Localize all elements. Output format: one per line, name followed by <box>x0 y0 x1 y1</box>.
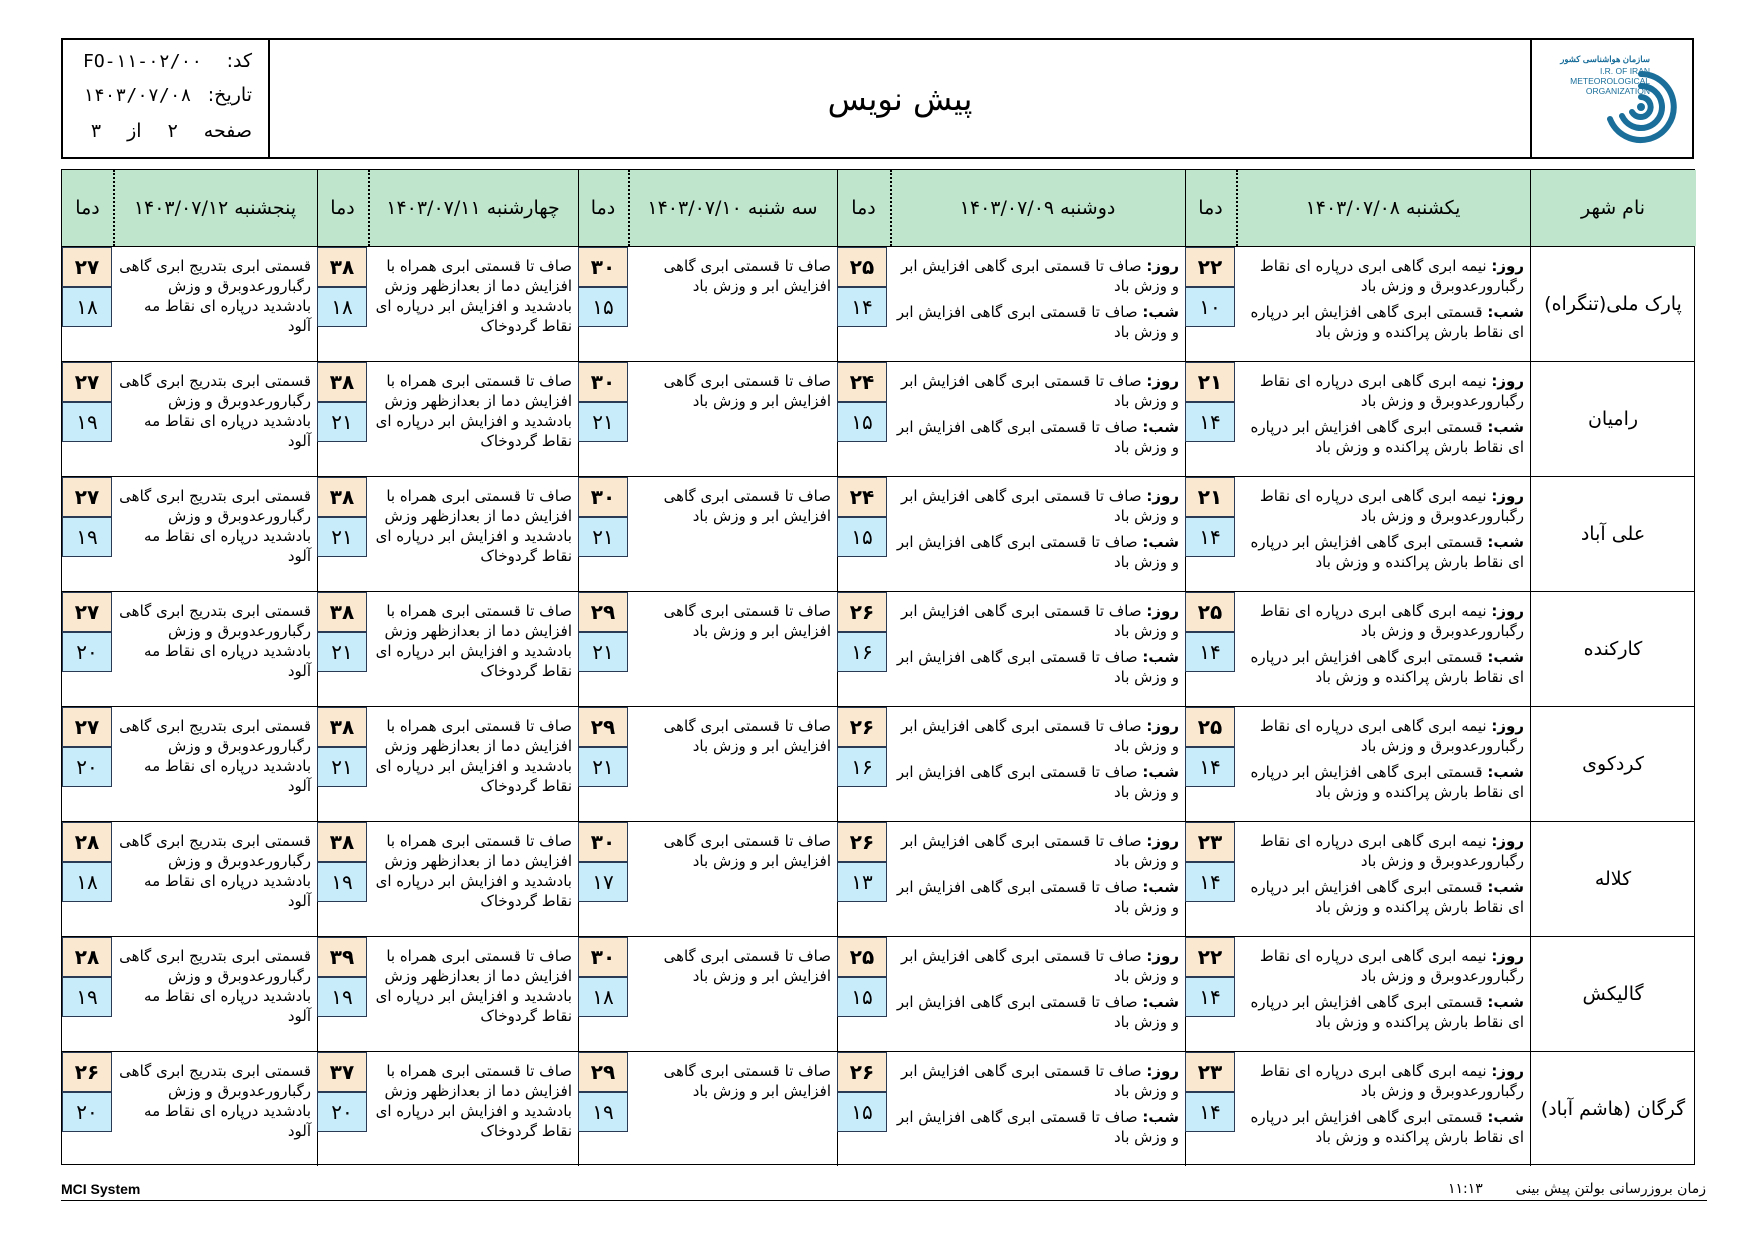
min-temp: ۱۴ <box>1185 1092 1235 1132</box>
header-temp-3: دما <box>578 170 628 246</box>
max-temp: ۲۷ <box>62 477 112 517</box>
night-forecast <box>1242 762 1524 802</box>
night-text: قسمتی ابری گاهی افزایش ابر درپاره ای نقاط بارش پراکنده و وزش باد <box>1250 418 1524 456</box>
forecast-cell <box>896 371 1179 457</box>
night-forecast <box>1242 647 1524 687</box>
day-text: نیمه ابری گاهی ابری درپاره ای نقاط رگبارورعدوبرق و وزش باد <box>1259 832 1524 870</box>
header-temp-5: دما <box>62 170 113 246</box>
forecast-cell <box>896 946 1179 1032</box>
forecast-cell <box>374 371 572 451</box>
forecast-cell <box>896 486 1179 572</box>
min-temp: ۱۶ <box>837 747 887 787</box>
day-forecast <box>896 831 1179 871</box>
night-forecast <box>896 992 1179 1032</box>
max-temp: ۲۳ <box>1185 1052 1235 1092</box>
night-label: شب: <box>1487 993 1524 1011</box>
forecast-table <box>61 169 1695 1165</box>
forecast-text: قسمتی ابری بتدریج ابری گاهی رگبارورعدوبرق و وزش بادشدید درپاره ای نقاط مه آلود <box>119 947 311 1025</box>
header-divider <box>1236 170 1238 246</box>
date-row <box>83 84 252 106</box>
header-temp-4: دما <box>317 170 368 246</box>
document-meta <box>63 40 270 157</box>
min-temp: ۱۶ <box>837 632 887 672</box>
header-divider <box>890 170 892 246</box>
night-label: شب: <box>1142 533 1179 551</box>
night-text: قسمتی ابری گاهی افزایش ابر درپاره ای نقاط بارش پراکنده و وزش باد <box>1250 533 1524 571</box>
header-temp-1: دما <box>1185 170 1236 246</box>
min-temp: ۱۵ <box>578 287 628 327</box>
max-temp: ۲۴ <box>837 477 887 517</box>
night-forecast <box>896 1107 1179 1147</box>
max-temp: ۳۹ <box>317 937 367 977</box>
min-temp: ۱۵ <box>837 1092 887 1132</box>
min-temp: ۱۹ <box>317 862 367 902</box>
night-label: شب: <box>1142 878 1179 896</box>
forecast-cell <box>119 371 311 451</box>
forecast-cell <box>374 1061 572 1141</box>
forecast-text: صاف تا قسمتی ابری گاهی افزایش ابر و وزش باد <box>663 717 831 755</box>
min-temp: ۱۵ <box>837 402 887 442</box>
day-text: صاف تا قسمتی ابری گاهی افزایش ابر و وزش باد <box>900 717 1179 755</box>
forecast-cell <box>119 256 311 336</box>
day-label: روز: <box>1491 1062 1524 1080</box>
day-text: صاف تا قسمتی ابری گاهی افزایش ابر و وزش باد <box>900 372 1179 410</box>
min-temp: ۱۴ <box>837 287 887 327</box>
night-text: صاف تا قسمتی ابری گاهی افزایش ابر و وزش باد <box>896 993 1179 1031</box>
city-name: پارک ملی(تنگراه) <box>1544 292 1682 315</box>
min-temp: ۱۹ <box>62 977 112 1017</box>
night-text: صاف تا قسمتی ابری گاهی افزایش ابر و وزش باد <box>896 533 1179 571</box>
min-temp: ۱۴ <box>1185 862 1235 902</box>
max-temp: ۳۸ <box>317 362 367 402</box>
header-divider <box>113 170 115 246</box>
header-day-1: یکشنبه ۱۴۰۳/۰۷/۰۸ <box>1236 170 1530 246</box>
max-temp: ۳۸ <box>317 477 367 517</box>
day-text: نیمه ابری گاهی ابری درپاره ای نقاط رگبارورعدوبرق و وزش باد <box>1259 602 1524 640</box>
max-temp: ۳۸ <box>317 592 367 632</box>
night-label: شب: <box>1142 648 1179 666</box>
night-text: قسمتی ابری گاهی افزایش ابر درپاره ای نقاط بارش پراکنده و وزش باد <box>1250 878 1524 916</box>
forecast-cell <box>119 486 311 566</box>
forecast-text: قسمتی ابری بتدریج ابری گاهی رگبارورعدوبرق و وزش بادشدید درپاره ای نقاط مه آلود <box>119 1062 311 1140</box>
forecast-cell <box>634 486 831 526</box>
night-text: صاف تا قسمتی ابری گاهی افزایش ابر و وزش باد <box>896 648 1179 686</box>
day-text: صاف تا قسمتی ابری گاهی افزایش ابر و وزش باد <box>900 602 1179 640</box>
night-forecast <box>1242 302 1524 342</box>
forecast-cell <box>896 601 1179 687</box>
day-text: صاف تا قسمتی ابری گاهی افزایش ابر و وزش باد <box>900 1062 1179 1100</box>
day-label: روز: <box>1146 717 1179 735</box>
forecast-text: صاف تا قسمتی ابری گاهی افزایش ابر و وزش باد <box>663 947 831 985</box>
max-temp: ۲۷ <box>62 707 112 747</box>
page-label: صفحه <box>203 120 252 142</box>
forecast-cell <box>634 371 831 411</box>
night-text: قسمتی ابری گاهی افزایش ابر درپاره ای نقاط بارش پراکنده و وزش باد <box>1250 993 1524 1031</box>
forecast-text: صاف تا قسمتی ابری همراه با افزایش دما از بعدازظهر وزش بادشدید و افزایش ابر درپاره ای نقاط گردوخاک <box>375 832 572 910</box>
day-text: نیمه ابری گاهی ابری درپاره ای نقاط رگبارورعدوبرق و وزش باد <box>1259 372 1524 410</box>
min-temp: ۱۹ <box>62 402 112 442</box>
day-text: صاف تا قسمتی ابری گاهی افزایش ابر و وزش باد <box>900 832 1179 870</box>
day-label: روز: <box>1146 947 1179 965</box>
logo-line2: METEOROLOGICAL <box>1570 76 1650 86</box>
day-forecast <box>896 716 1179 756</box>
max-temp: ۲۱ <box>1185 477 1235 517</box>
city-name: کردکوی <box>1582 752 1644 775</box>
night-label: شب: <box>1142 993 1179 1011</box>
forecast-text: صاف تا قسمتی ابری گاهی افزایش ابر و وزش باد <box>663 602 831 640</box>
night-label: شب: <box>1142 303 1179 321</box>
min-temp: ۱۸ <box>62 287 112 327</box>
night-label: شب: <box>1142 1108 1179 1126</box>
day-forecast <box>1242 716 1524 756</box>
max-temp: ۲۷ <box>62 247 112 287</box>
night-label: شب: <box>1142 763 1179 781</box>
day-text: صاف تا قسمتی ابری گاهی افزایش ابر و وزش باد <box>900 487 1179 525</box>
bulletin-header <box>61 38 1694 159</box>
max-temp: ۳۸ <box>317 247 367 287</box>
code-row <box>83 50 252 72</box>
update-label: زمان بروزرسانی بولتن پیش بینی <box>1515 1181 1706 1197</box>
min-temp: ۱۰ <box>1185 287 1235 327</box>
max-temp: ۲۸ <box>62 822 112 862</box>
min-temp: ۱۹ <box>578 1092 628 1132</box>
night-label: شب: <box>1487 303 1524 321</box>
city-name: گرگان (هاشم آباد) <box>1540 1097 1686 1120</box>
header-day-3: سه شنبه ۱۴۰۳/۰۷/۱۰ <box>628 170 837 246</box>
forecast-text: صاف تا قسمتی ابری گاهی افزایش ابر و وزش باد <box>663 372 831 410</box>
min-temp: ۱۴ <box>1185 977 1235 1017</box>
night-text: صاف تا قسمتی ابری گاهی افزایش ابر و وزش باد <box>896 1108 1179 1146</box>
system-name: MCI System <box>61 1181 141 1197</box>
forecast-text: صاف تا قسمتی ابری همراه با افزایش دما از بعدازظهر وزش بادشدید و افزایش ابر درپاره ای نقاط گردوخاک <box>375 602 572 680</box>
day-forecast <box>1242 601 1524 641</box>
max-temp: ۲۹ <box>578 1052 628 1092</box>
day-text: صاف تا قسمتی ابری گاهی افزایش ابر و وزش باد <box>900 947 1179 985</box>
forecast-cell <box>1242 371 1524 457</box>
forecast-cell <box>374 831 572 911</box>
forecast-cell <box>634 946 831 986</box>
max-temp: ۳۰ <box>578 937 628 977</box>
forecast-text: صاف تا قسمتی ابری همراه با افزایش دما از بعدازظهر وزش بادشدید و افزایش ابر درپاره ای نقاط گردوخاک <box>375 372 572 450</box>
forecast-cell <box>1242 1061 1524 1147</box>
forecast-cell <box>1242 256 1524 342</box>
night-forecast <box>896 647 1179 687</box>
max-temp: ۲۷ <box>62 362 112 402</box>
page-total: ۳ <box>90 120 102 142</box>
min-temp: ۲۱ <box>317 632 367 672</box>
max-temp: ۲۴ <box>837 362 887 402</box>
date-value: ۱۴۰۳/۰۷/۰۸ <box>83 84 192 106</box>
max-temp: ۲۶ <box>837 592 887 632</box>
day-label: روز: <box>1491 602 1524 620</box>
max-temp: ۳۰ <box>578 477 628 517</box>
night-forecast <box>1242 877 1524 917</box>
day-label: روز: <box>1146 1062 1179 1080</box>
forecast-text: صاف تا قسمتی ابری گاهی افزایش ابر و وزش باد <box>663 1062 831 1100</box>
forecast-cell <box>374 716 572 796</box>
forecast-text: صاف تا قسمتی ابری همراه با افزایش دما از بعدازظهر وزش بادشدید و افزایش ابر درپاره ای نقاط گردوخاک <box>375 1062 572 1140</box>
max-temp: ۲۶ <box>837 1052 887 1092</box>
day-label: روز: <box>1146 372 1179 390</box>
day-label: روز: <box>1146 602 1179 620</box>
day-label: روز: <box>1491 372 1524 390</box>
forecast-cell <box>634 1061 831 1101</box>
night-text: صاف تا قسمتی ابری گاهی افزایش ابر و وزش باد <box>896 303 1179 341</box>
night-forecast <box>1242 1107 1524 1147</box>
night-text: قسمتی ابری گاهی افزایش ابر درپاره ای نقاط بارش پراکنده و وزش باد <box>1250 1108 1524 1146</box>
max-temp: ۳۷ <box>317 1052 367 1092</box>
night-label: شب: <box>1487 878 1524 896</box>
forecast-cell <box>119 601 311 681</box>
min-temp: ۲۰ <box>317 1092 367 1132</box>
night-text: قسمتی ابری گاهی افزایش ابر درپاره ای نقاط بارش پراکنده و وزش باد <box>1250 303 1524 341</box>
night-label: شب: <box>1142 418 1179 436</box>
page-row <box>83 120 252 142</box>
night-text: قسمتی ابری گاهی افزایش ابر درپاره ای نقاط بارش پراکنده و وزش باد <box>1250 648 1524 686</box>
night-forecast <box>896 877 1179 917</box>
forecast-text: صاف تا قسمتی ابری گاهی افزایش ابر و وزش باد <box>663 257 831 295</box>
min-temp: ۱۸ <box>578 977 628 1017</box>
max-temp: ۲۱ <box>1185 362 1235 402</box>
forecast-cell <box>896 716 1179 802</box>
forecast-text: صاف تا قسمتی ابری همراه با افزایش دما از بعدازظهر وزش بادشدید و افزایش ابر درپاره ای نقاط گردوخاک <box>375 487 572 565</box>
day-forecast <box>1242 946 1524 986</box>
min-temp: ۱۷ <box>578 862 628 902</box>
night-forecast <box>896 762 1179 802</box>
forecast-cell <box>374 601 572 681</box>
city-name: علی آباد <box>1580 522 1646 545</box>
forecast-text: قسمتی ابری بتدریج ابری گاهی رگبارورعدوبرق و وزش بادشدید درپاره ای نقاط مه آلود <box>119 372 311 450</box>
day-forecast <box>1242 371 1524 411</box>
forecast-cell <box>119 716 311 796</box>
min-temp: ۱۴ <box>1185 517 1235 557</box>
min-temp: ۲۱ <box>578 517 628 557</box>
forecast-cell <box>374 486 572 566</box>
night-forecast <box>896 302 1179 342</box>
min-temp: ۲۰ <box>62 632 112 672</box>
page-title: پیش نویس <box>827 79 973 118</box>
min-temp: ۱۴ <box>1185 747 1235 787</box>
min-temp: ۱۸ <box>317 287 367 327</box>
day-label: روز: <box>1491 717 1524 735</box>
logo-line1: I.R. OF IRAN <box>1599 66 1650 76</box>
forecast-text: قسمتی ابری بتدریج ابری گاهی رگبارورعدوبرق و وزش بادشدید درپاره ای نقاط مه آلود <box>119 832 311 910</box>
max-temp: ۲۵ <box>837 247 887 287</box>
min-temp: ۱۹ <box>62 517 112 557</box>
night-forecast <box>1242 992 1524 1032</box>
night-label: شب: <box>1487 648 1524 666</box>
city-name: کارکنده <box>1583 637 1643 660</box>
forecast-cell <box>634 256 831 296</box>
header-day-4: چهارشنبه ۱۴۰۳/۰۷/۱۱ <box>368 170 578 246</box>
max-temp: ۲۶ <box>837 707 887 747</box>
day-text: نیمه ابری گاهی ابری درپاره ای نقاط رگبارورعدوبرق و وزش باد <box>1259 257 1524 295</box>
day-forecast <box>1242 256 1524 296</box>
max-temp: ۲۸ <box>62 937 112 977</box>
day-label: روز: <box>1146 257 1179 275</box>
logo-line3: ORGANIZATION <box>1585 86 1650 96</box>
night-forecast <box>1242 417 1524 457</box>
night-forecast <box>1242 532 1524 572</box>
night-label: شب: <box>1487 763 1524 781</box>
night-text: صاف تا قسمتی ابری گاهی افزایش ابر و وزش باد <box>896 418 1179 456</box>
forecast-cell <box>1242 831 1524 917</box>
day-forecast <box>1242 831 1524 871</box>
max-temp: ۳۰ <box>578 362 628 402</box>
code-value: FO-۱۱-۰۲/۰۰ <box>83 50 203 72</box>
max-temp: ۳۰ <box>578 247 628 287</box>
max-temp: ۲۳ <box>1185 822 1235 862</box>
update-time-value: ۱۱:۱۳ <box>1447 1181 1483 1197</box>
night-label: شب: <box>1487 533 1524 551</box>
forecast-cell <box>1242 716 1524 802</box>
min-temp: ۱۴ <box>1185 632 1235 672</box>
day-label: روز: <box>1146 487 1179 505</box>
forecast-cell <box>896 831 1179 917</box>
date-label: تاریخ: <box>207 84 252 106</box>
day-label: روز: <box>1491 947 1524 965</box>
forecast-text: قسمتی ابری بتدریج ابری گاهی رگبارورعدوبرق و وزش بادشدید درپاره ای نقاط مه آلود <box>119 487 311 565</box>
max-temp: ۳۸ <box>317 822 367 862</box>
night-text: قسمتی ابری گاهی افزایش ابر درپاره ای نقاط بارش پراکنده و وزش باد <box>1250 763 1524 801</box>
forecast-cell <box>119 1061 311 1141</box>
max-temp: ۲۷ <box>62 592 112 632</box>
day-forecast <box>896 371 1179 411</box>
max-temp: ۲۵ <box>1185 707 1235 747</box>
header-day-2: دوشنبه ۱۴۰۳/۰۷/۰۹ <box>890 170 1185 246</box>
forecast-cell <box>1242 486 1524 572</box>
min-temp: ۲۰ <box>62 1092 112 1132</box>
min-temp: ۲۱ <box>578 632 628 672</box>
night-label: شب: <box>1487 1108 1524 1126</box>
max-temp: ۳۸ <box>317 707 367 747</box>
forecast-cell <box>634 716 831 756</box>
day-label: روز: <box>1491 832 1524 850</box>
min-temp: ۲۱ <box>578 747 628 787</box>
day-text: صاف تا قسمتی ابری گاهی افزایش ابر و وزش باد <box>900 257 1179 295</box>
day-text: نیمه ابری گاهی ابری درپاره ای نقاط رگبارورعدوبرق و وزش باد <box>1259 947 1524 985</box>
day-forecast <box>896 256 1179 296</box>
max-temp: ۲۵ <box>837 937 887 977</box>
night-forecast <box>896 417 1179 457</box>
footer-rule <box>61 1200 1707 1201</box>
forecast-text: قسمتی ابری بتدریج ابری گاهی رگبارورعدوبرق و وزش بادشدید درپاره ای نقاط مه آلود <box>119 602 311 680</box>
forecast-cell <box>119 946 311 1026</box>
night-forecast <box>896 532 1179 572</box>
forecast-cell <box>1242 946 1524 1032</box>
code-label: کد: <box>226 50 252 72</box>
min-temp: ۲۱ <box>317 402 367 442</box>
forecast-text: صاف تا قسمتی ابری گاهی افزایش ابر و وزش باد <box>663 487 831 525</box>
page-of: از <box>127 120 142 142</box>
city-name: رامیان <box>1587 407 1639 430</box>
forecast-cell <box>374 946 572 1026</box>
city-name: گالیکش <box>1582 982 1644 1005</box>
update-time <box>1448 1181 1706 1197</box>
forecast-text: صاف تا قسمتی ابری همراه با افزایش دما از بعدازظهر وزش بادشدید و افزایش ابر درپاره ای نقاط گردوخاک <box>375 257 572 335</box>
night-label: شب: <box>1487 418 1524 436</box>
night-text: صاف تا قسمتی ابری گاهی افزایش ابر و وزش باد <box>896 878 1179 916</box>
day-forecast <box>896 1061 1179 1101</box>
max-temp: ۲۹ <box>578 707 628 747</box>
max-temp: ۳۰ <box>578 822 628 862</box>
forecast-cell <box>634 831 831 871</box>
page-current: ۲ <box>167 120 178 142</box>
header-city: نام شهر <box>1530 170 1696 246</box>
min-temp: ۲۱ <box>578 402 628 442</box>
max-temp: ۲۲ <box>1185 247 1235 287</box>
forecast-text: قسمتی ابری بتدریج ابری گاهی رگبارورعدوبرق و وزش بادشدید درپاره ای نقاط مه آلود <box>119 257 311 335</box>
day-text: نیمه ابری گاهی ابری درپاره ای نقاط رگبارورعدوبرق و وزش باد <box>1259 1062 1524 1100</box>
max-temp: ۲۶ <box>62 1052 112 1092</box>
forecast-text: قسمتی ابری بتدریج ابری گاهی رگبارورعدوبرق و وزش بادشدید درپاره ای نقاط مه آلود <box>119 717 311 795</box>
min-temp: ۱۹ <box>317 977 367 1017</box>
min-temp: ۱۵ <box>837 977 887 1017</box>
max-temp: ۲۵ <box>1185 592 1235 632</box>
day-text: نیمه ابری گاهی ابری درپاره ای نقاط رگبارورعدوبرق و وزش باد <box>1259 717 1524 755</box>
night-text: صاف تا قسمتی ابری گاهی افزایش ابر و وزش باد <box>896 763 1179 801</box>
day-forecast <box>1242 1061 1524 1101</box>
forecast-cell <box>896 256 1179 342</box>
forecast-text: صاف تا قسمتی ابری همراه با افزایش دما از بعدازظهر وزش بادشدید و افزایش ابر درپاره ای نقاط گردوخاک <box>375 717 572 795</box>
min-temp: ۱۵ <box>837 517 887 557</box>
max-temp: ۲۶ <box>837 822 887 862</box>
forecast-text: صاف تا قسمتی ابری گاهی افزایش ابر و وزش باد <box>663 832 831 870</box>
forecast-cell <box>374 256 572 336</box>
max-temp: ۲۲ <box>1185 937 1235 977</box>
forecast-cell <box>1242 601 1524 687</box>
max-temp: ۲۹ <box>578 592 628 632</box>
header-divider <box>368 170 370 246</box>
min-temp: ۱۸ <box>62 862 112 902</box>
header-day-5: پنجشنبه ۱۴۰۳/۰۷/۱۲ <box>113 170 317 246</box>
forecast-text: صاف تا قسمتی ابری همراه با افزایش دما از بعدازظهر وزش بادشدید و افزایش ابر درپاره ای نقاط گردوخاک <box>375 947 572 1025</box>
header-temp-2: دما <box>837 170 890 246</box>
day-label: روز: <box>1491 487 1524 505</box>
min-temp: ۱۳ <box>837 862 887 902</box>
forecast-cell <box>119 831 311 911</box>
day-forecast <box>896 486 1179 526</box>
min-temp: ۲۱ <box>317 517 367 557</box>
day-forecast <box>896 601 1179 641</box>
min-temp: ۲۰ <box>62 747 112 787</box>
logo-name-fa: سازمان هواشناسی کشور <box>1560 54 1650 64</box>
organization-logo <box>1530 40 1692 157</box>
day-label: روز: <box>1491 257 1524 275</box>
city-name: کلاله <box>1594 867 1632 890</box>
min-temp: ۲۱ <box>317 747 367 787</box>
day-forecast <box>896 946 1179 986</box>
day-label: روز: <box>1146 832 1179 850</box>
spiral-logo-icon <box>1598 64 1684 150</box>
forecast-cell <box>634 601 831 641</box>
min-temp: ۱۴ <box>1185 402 1235 442</box>
forecast-cell <box>896 1061 1179 1147</box>
day-forecast <box>1242 486 1524 526</box>
day-text: نیمه ابری گاهی ابری درپاره ای نقاط رگبارورعدوبرق و وزش باد <box>1259 487 1524 525</box>
header-divider <box>628 170 630 246</box>
